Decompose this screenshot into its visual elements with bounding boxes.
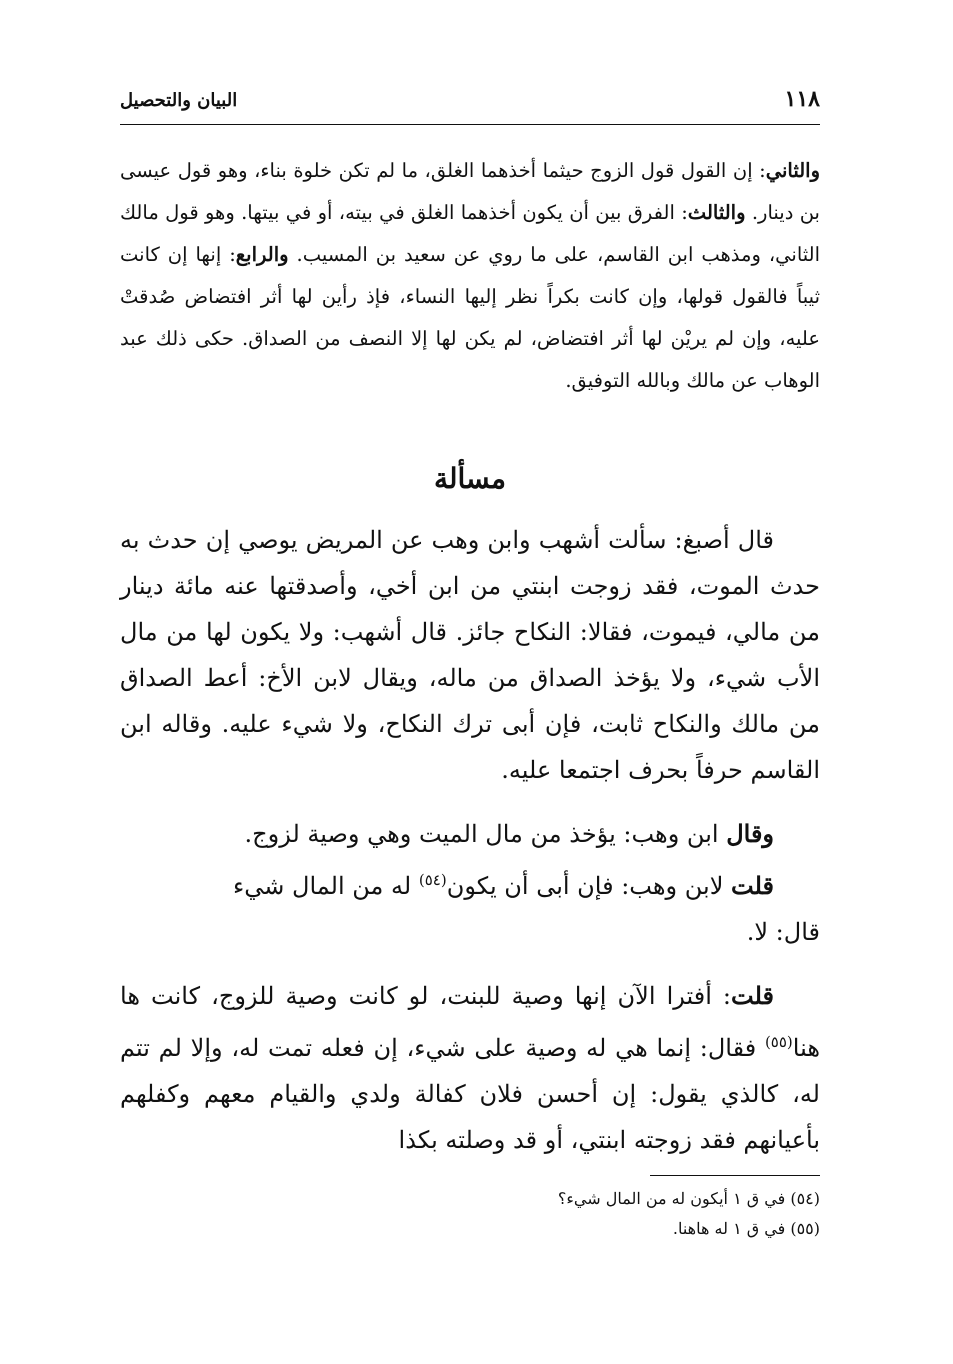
opinion-second-text: : إن القول قول الزوج حيثما أخذهما الغلق، ما لم تكن خلوة بناء، وهو قول عيسى بن دينار. xyxy=(120,159,820,224)
body-paragraph-3 xyxy=(120,857,820,909)
body-paragraph-5-text: : أفترا الآن إنها وصية للبنت، لو كانت وصية للزوج، كانت ها هنا xyxy=(120,982,820,1062)
body-paragraph-3-text: لابن وهب: فإن أبى أن يكون xyxy=(446,872,732,900)
opinion-third-text: : الفرق بين أن يكون أخذهما الغلق في بيته، أو في بيتها. وهو قول مالك الثاني، ومذهب ابن القاسم، على ما روي عن سعيد بن المسيب. xyxy=(120,201,820,266)
footnote-ref-55[interactable]: (٥٥) xyxy=(764,1033,793,1051)
opinions-paragraph xyxy=(120,150,820,402)
label-qultu-2: قلت xyxy=(731,981,774,1010)
label-wa-qala: وقال xyxy=(726,819,774,848)
body-paragraph-4: قال: لا. xyxy=(746,918,820,946)
body-paragraph-3-tail: له من المال شيء xyxy=(233,872,419,900)
body-paragraph-1: قال أصبغ: سألت أشهب وابن وهب عن المريض يوصي إن حدث به حدث الموت، فقد زوجت ابنتي من ابن أخي، وأصدقتها عنه مائة دينار من مالي، فيموت، فقالا: النكاح جائز. قال أشهب: ولا يكون لها من مال الأب شيء، ولا يؤخذ الصداق من ماله، ويقال لابن الأخ: أعط الصداق من مالك والنكاح ثابت، فإن أبى ترك النكاح، ولا شيء عليه. وقاله ابن القاسم حرفاً بحرف اجتمعا عليه. xyxy=(120,526,820,784)
body-paragraph-5-tail: فقال: إنما هي له وصية على شيء، إن فعله تمت له، وإلا لم تتم له، كالذي يقول: إن أحسن فلان كفالة ولدي والقيام معهم وكفلهم بأعيانهم فقد زوجته ابنتي، أو قد وصلته بكذا xyxy=(120,1034,820,1154)
label-second: والثاني xyxy=(765,159,820,182)
section-heading: مسألة xyxy=(433,462,507,495)
footnote-55: (٥٥) في ق ١ له هاهنا. xyxy=(672,1219,820,1238)
opinions-paragraph-block xyxy=(120,150,820,402)
opinion-fourth-text: : إنها إن كانت ثيباً فالقول قولها، وإن كانت بكراً نظر إليها النساء، فإذ رأين لها أثر افتضاض صُدقتْ عليه، وإن لم يريْن لها أثر افتضاض، لم يكن لها إلا النصف من الصداق. حكى ذلك عبد الوهاب عن مالك وبالله التوفيق. xyxy=(120,243,820,392)
footnote-rule xyxy=(650,1175,820,1176)
running-title: البيان والتحصيل xyxy=(120,90,238,111)
header-rule xyxy=(120,124,820,125)
footnote-ref-54[interactable]: (٥٤) xyxy=(418,871,447,889)
label-fourth: والرابع xyxy=(235,243,289,266)
body-paragraph-5 xyxy=(120,973,820,1163)
page-header xyxy=(120,86,820,120)
label-qultu-1: قلت xyxy=(731,871,774,900)
body-paragraph-2-text: ابن وهب: يؤخذ من مال الميت وهي وصية لزوج. xyxy=(244,820,727,848)
page-number: ١١٨ xyxy=(784,86,820,112)
footnote-54: (٥٤) في ق ١ أيكون له من المال شيء؟ xyxy=(557,1189,820,1208)
label-third: والثالث xyxy=(687,201,746,224)
main-body xyxy=(120,517,820,1163)
body-paragraph-2 xyxy=(120,811,820,857)
footnotes xyxy=(120,1184,820,1244)
